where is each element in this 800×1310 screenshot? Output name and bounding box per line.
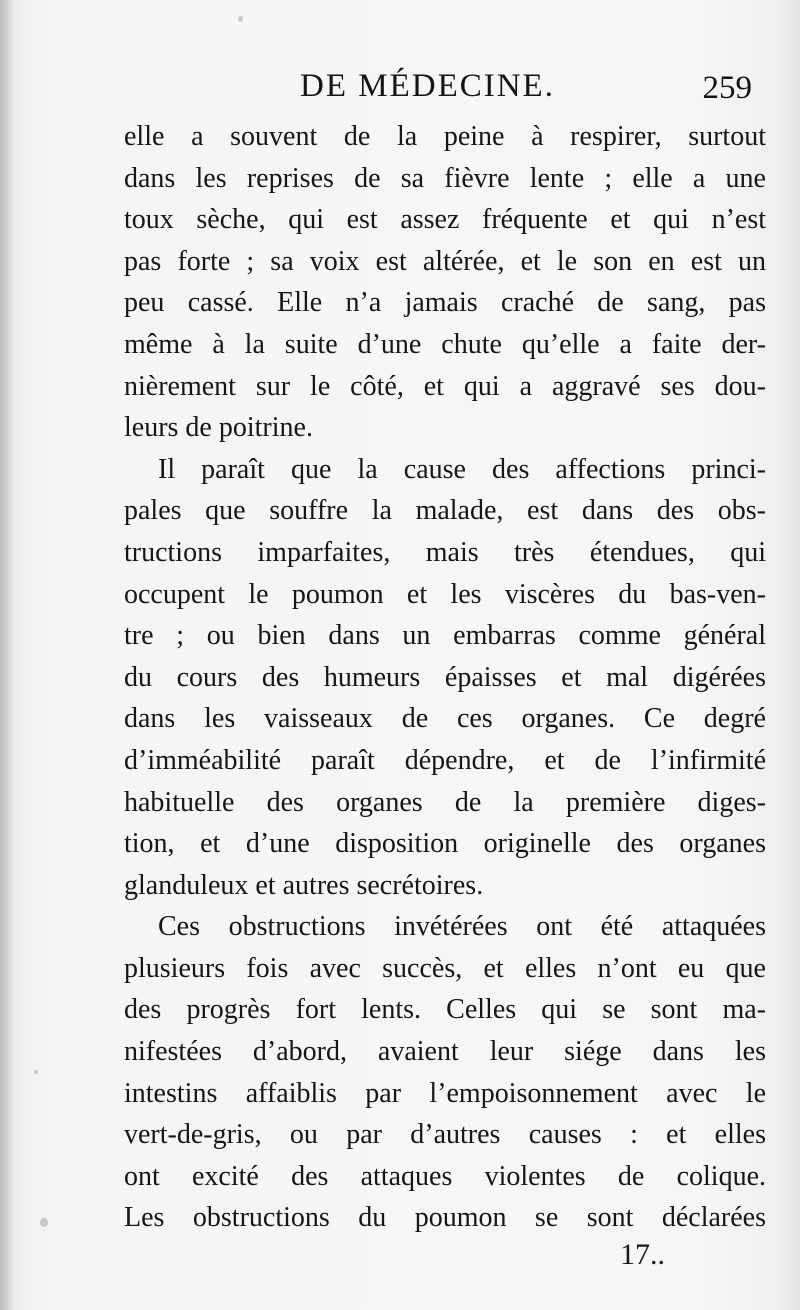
text-line: tructions imparfaites, mais très étendues, qui <box>124 536 766 568</box>
signature-mark: 17.. <box>620 1238 665 1271</box>
text-line: occupent le poumon et les viscères du bas-ven- <box>124 578 766 610</box>
text-line: tion, et d’une disposition originelle des organes <box>124 828 766 860</box>
paragraph-3 <box>124 906 766 1239</box>
text-line: nifestées d’abord, avaient leur siége dans les <box>124 1036 766 1068</box>
page-header <box>120 68 752 112</box>
text-line: des progrès fort lents. Celles qui se sont ma- <box>124 994 766 1026</box>
text-line: elle a souvent de la peine à respirer, surtout <box>124 121 766 152</box>
text-line: Ces obstructions invétérées ont été attaquées <box>158 911 766 943</box>
text-line: nièrement sur le côté, et qui a aggravé ses dou- <box>124 370 766 402</box>
text-line: habituelle des organes de la première diges- <box>124 786 766 818</box>
body-text <box>124 116 766 1239</box>
ink-speck <box>40 1218 48 1227</box>
paragraph-2 <box>124 449 766 907</box>
text-line: toux sèche, qui est assez fréquente et qui n’est <box>124 204 766 236</box>
text-line: pas forte ; sa voix est altérée, et le son en est un <box>124 245 766 277</box>
ink-speck <box>34 1070 38 1074</box>
text-line: dans les reprises de sa fièvre lente ; elle a une <box>124 162 766 194</box>
text-line: leurs de poitrine. <box>124 412 313 444</box>
text-line: peu cassé. Elle n’a jamais craché de sang, pas <box>124 287 766 319</box>
text-line: Il paraît que la cause des affections princi- <box>158 453 766 485</box>
text-line: glanduleux et autres secrétoires. <box>124 869 484 901</box>
text-line: ont excité des attaques violentes de colique. <box>124 1160 766 1192</box>
text-line: Les obstructions du poumon se sont déclarées <box>124 1202 766 1234</box>
paragraph-1 <box>124 116 766 449</box>
running-title: DE MÉDECINE. <box>300 68 555 104</box>
text-line: du cours des humeurs épaisses et mal digérées <box>124 661 766 693</box>
text-line: vert-de-gris, ou par d’autres causes : et elles <box>124 1119 766 1151</box>
text-line: même à la suite d’une chute qu’elle a faite der- <box>124 328 766 360</box>
text-line: intestins affaiblis par l’empoisonnement avec le <box>124 1077 766 1109</box>
text-line: plusieurs fois avec succès, et elles n’ont eu que <box>124 952 766 984</box>
text-line: d’imméabilité paraît dépendre, et de l’infirmité <box>124 744 766 776</box>
text-line: dans les vaisseaux de ces organes. Ce degré <box>124 703 766 735</box>
text-line: tre ; ou bien dans un embarras comme général <box>124 620 766 652</box>
text-line: pales que souffre la malade, est dans des obs- <box>124 495 766 527</box>
ink-speck <box>238 16 243 22</box>
page-number: 259 <box>702 70 752 106</box>
